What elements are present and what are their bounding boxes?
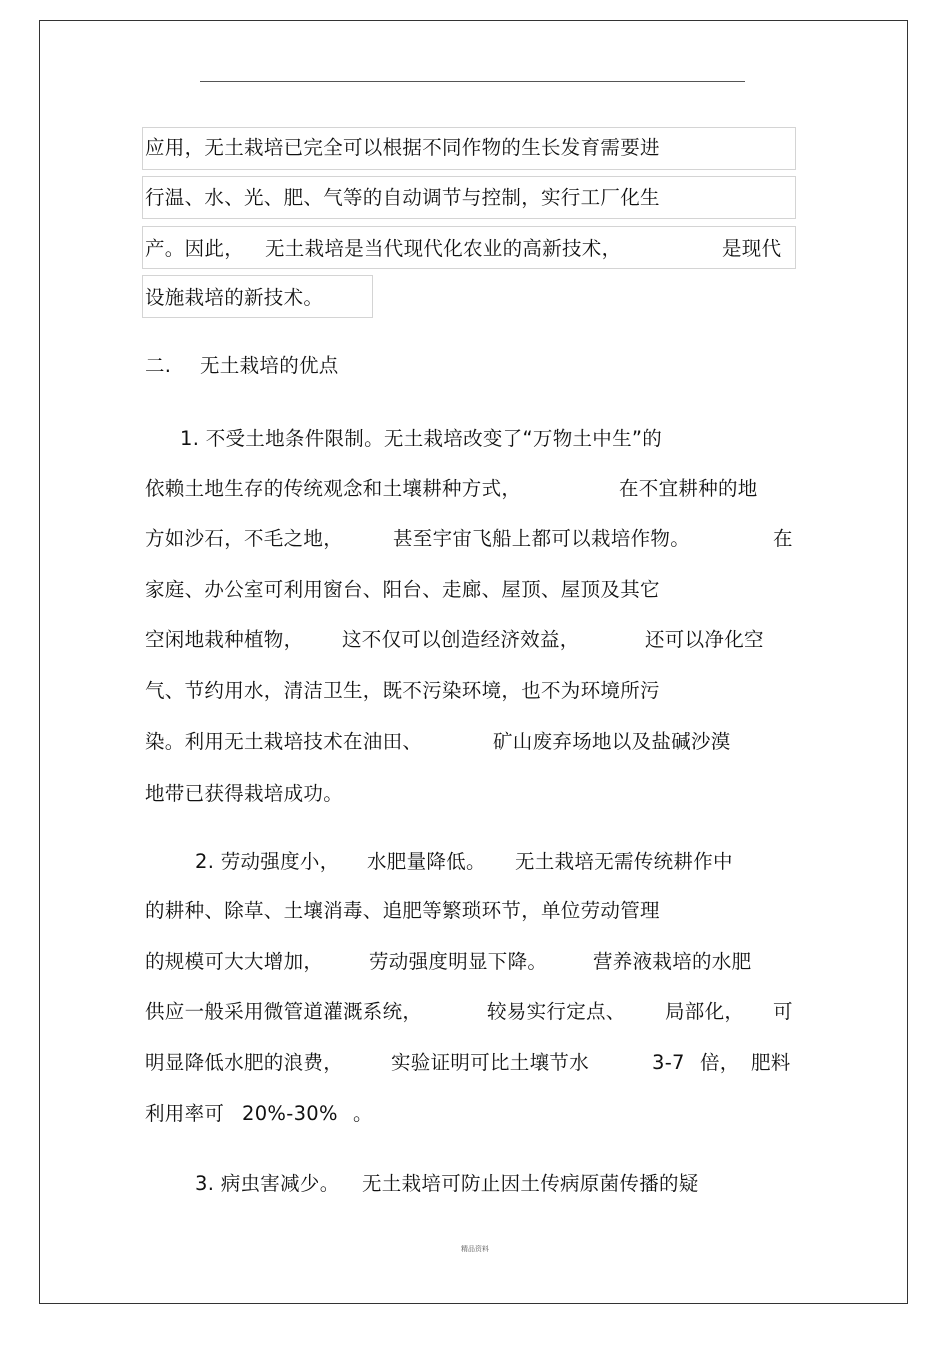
p2-line-1-c: 无土栽培无需传统耕作中	[515, 850, 733, 873]
p3-line-1-b: 无土栽培可防止因土传病原菌传播的疑	[362, 1172, 699, 1195]
p2-line-1	[145, 850, 785, 874]
p3-line-1-a: 3. 病虫害减少。	[195, 1172, 340, 1195]
header-rule	[200, 81, 745, 82]
p1-line-7-a: 染。利用无土栽培技术在油田、	[145, 730, 423, 753]
section-title: 无土栽培的优点	[200, 354, 339, 377]
p1-line-5-a: 空闲地栽种植物，	[145, 628, 304, 651]
p1-line-8: 地带已获得栽培成功。	[145, 782, 344, 805]
p2-line-6-b: 20%-30%	[242, 1102, 338, 1125]
page-footer: 精品资料	[461, 1245, 489, 1253]
p1-line-5-b: 这不仅可以创造经济效益，	[342, 628, 580, 651]
section-number: 二.	[145, 354, 172, 377]
p2-line-5-e: 肥料	[751, 1051, 791, 1074]
p1-line-2-b: 在不宜耕种的地	[619, 477, 758, 500]
p2-line-4-b: 较易实行定点、	[487, 1000, 626, 1023]
p1-line-3	[145, 527, 805, 551]
p2-line-1-a: 2. 劳动强度小，	[195, 850, 340, 873]
p1-line-4: 家庭、办公室可利用窗台、阳台、走廊、屋顶、屋顶及其它	[145, 578, 660, 601]
intro-line-2: 行温、水、光、肥、气等的自动调节与控制，实行工厂化生	[145, 186, 660, 209]
p1-line-3-a: 方如沙石，不毛之地，	[145, 527, 344, 550]
p3-line-1	[145, 1172, 785, 1196]
p1-line-5-c: 还可以净化空	[645, 628, 764, 651]
p2-line-4	[145, 1000, 805, 1024]
p2-line-5-b: 实验证明可比土壤节水	[391, 1051, 590, 1074]
section-heading	[145, 354, 545, 378]
intro-line-3-a: 产。因此，	[145, 237, 245, 260]
p2-line-5-a: 明显降低水肥的浪费，	[145, 1051, 344, 1074]
p2-line-5-d: 倍，	[700, 1051, 740, 1074]
p2-line-5	[145, 1051, 805, 1075]
intro-line-3	[145, 237, 785, 261]
p2-line-6-a: 利用率可	[145, 1102, 225, 1125]
p2-line-3-c: 营养液栽培的水肥	[593, 950, 752, 973]
p2-line-3	[145, 950, 785, 974]
p1-line-2-a: 依赖土地生存的传统观念和土壤耕种方式，	[145, 477, 522, 500]
p1-line-3-c: 在	[773, 527, 793, 550]
p1-line-5	[145, 628, 785, 652]
p1-line-7	[145, 730, 785, 754]
p2-line-2: 的耕种、除草、土壤消毒、追肥等繁琐环节，单位劳动管理	[145, 899, 660, 922]
p2-line-3-b: 劳动强度明显下降。	[369, 950, 548, 973]
p2-line-1-b: 水肥量降低。	[367, 850, 486, 873]
intro-line-1: 应用，无土栽培已完全可以根据不同作物的生长发育需要进	[145, 136, 660, 159]
p1-line-2	[145, 477, 785, 501]
p2-line-4-a: 供应一般采用微管道灌溉系统，	[145, 1000, 423, 1023]
p2-line-5-c: 3-7	[652, 1051, 685, 1074]
p2-line-6	[145, 1102, 545, 1126]
intro-line-3-b: 无土栽培是当代现代化农业的高新技术，	[265, 237, 622, 260]
p1-line-6: 气、节约用水，清洁卫生，既不污染环境，也不为环境所污	[145, 679, 660, 702]
p2-line-3-a: 的规模可大大增加，	[145, 950, 324, 973]
p2-line-6-c: 。	[353, 1102, 373, 1125]
p2-line-4-d: 可	[773, 1000, 793, 1023]
p1-line-1: 1. 不受土地条件限制。无土栽培改变了“万物土中生”的	[180, 427, 663, 450]
intro-line-4: 设施栽培的新技术。	[145, 286, 324, 309]
p1-line-3-b: 甚至宇宙飞船上都可以栽培作物。	[393, 527, 691, 550]
intro-line-3-c: 是现代	[722, 237, 782, 260]
p2-line-4-c: 局部化，	[665, 1000, 745, 1023]
p1-line-7-b: 矿山废弃场地以及盐碱沙漠	[493, 730, 731, 753]
